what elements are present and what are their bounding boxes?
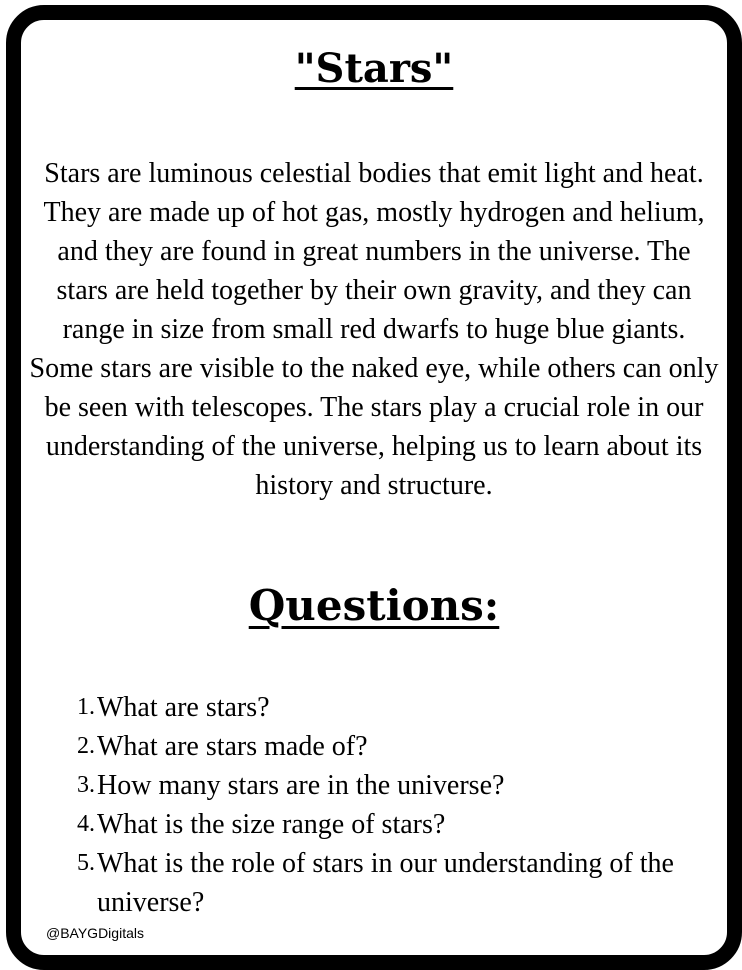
- question-text: What is the role of stars in our understanding of the universe?: [97, 848, 674, 918]
- question-text: What are stars made of?: [97, 731, 368, 762]
- questions-heading-text: Questions:: [248, 581, 500, 630]
- question-item: [53, 805, 693, 844]
- author-credit: @BAYGDigitals: [46, 925, 144, 941]
- question-number: 3.: [77, 772, 95, 798]
- question-item: [53, 688, 693, 727]
- question-text: How many stars are in the universe?: [97, 770, 505, 801]
- question-item: [53, 727, 693, 766]
- question-number: 1.: [77, 694, 95, 720]
- question-item: [53, 766, 693, 805]
- question-number: 4.: [77, 811, 95, 837]
- worksheet-card: [6, 5, 742, 970]
- question-text: What are stars?: [97, 692, 270, 723]
- page-title: [21, 45, 727, 93]
- reading-passage: Stars are luminous celestial bodies that emit light and heat. They are made up of hot gas, mostly hydrogen and helium, and they are found in great numbers in the universe. The stars are held together by their own gravity, and they can range in size from small red dwarfs to huge blue giants. Some stars are visible to the naked eye, while others can only be seen with telescopes. The stars play a crucial role in our understanding of the universe, helping us to learn about its history and structure.: [29, 158, 719, 501]
- question-item: [53, 844, 693, 922]
- question-number: 2.: [77, 733, 95, 759]
- question-text: What is the size range of stars?: [97, 809, 446, 840]
- questions-list: [53, 688, 693, 922]
- questions-heading: [21, 580, 727, 632]
- question-number: 5.: [77, 850, 95, 876]
- title-text: "Stars": [294, 45, 454, 92]
